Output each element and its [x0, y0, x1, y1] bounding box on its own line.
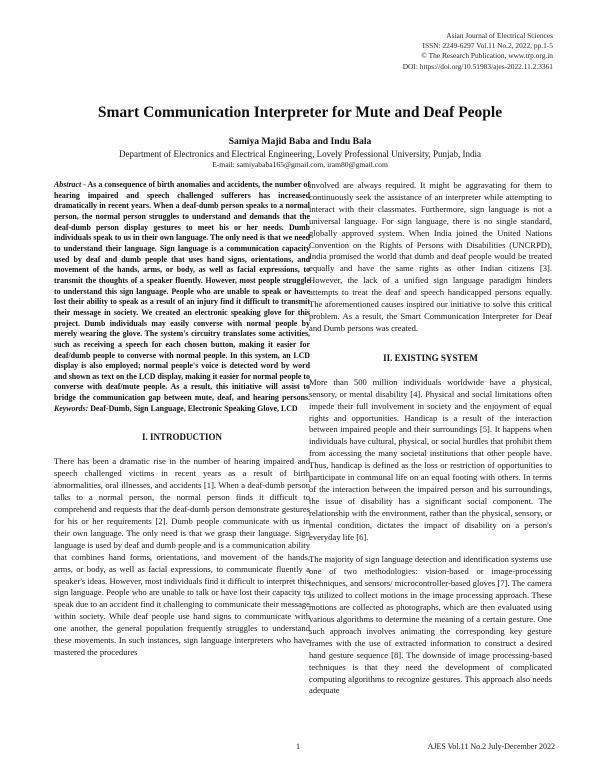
introduction-heading: I. INTRODUCTION — [141, 432, 222, 443]
paper-title: Smart Communication Interpreter for Mute and Deaf People — [97, 104, 503, 121]
author-email[interactable]: E-mail: samiyababa165@gmail.com, iram80@gmail.com — [212, 160, 388, 169]
keywords-label: Keywords: — [54, 403, 89, 413]
journal-name: Asian Journal of Electrical Sciences — [446, 31, 553, 40]
footer-journal-issue: AJES Vol.11 No.2 July-December 2022 — [427, 742, 555, 751]
abstract-label: Abstract - — [54, 180, 86, 189]
abstract-text: As a consequence of birth anomalies and accidents, the number of hearing impaired and speech challenged sufferers has increased dramatically in recent years. When a deaf-dumb person speaks to a normal person, the normal person struggles to understand and demands that the deaf-dumb person display gestures to meet his or her needs. Dumb individuals speak to us in their own language. The only need is that we need to understand their language. Sign language is a communication capacity used by deaf and dumb people that uses hand signs, orientations, and movement of the hands, arms, or body, as well as facial expressions, to transmit the thoughts of a speaker fluently. However, most people struggle to understand this sign language. People who are unable to speak or have lost their ability to speak as a result of an injury find it difficult to transmit their message in society. We created an electronic speaking glove for this project. Dumb individuals may easily converse with normal people by merely wearing the glove. The system's circuitry translates some activities, such as receiving a speech for each chosen button, making it easier for deaf/dumb people to converse with normal people. In this system, an LCD display is also employed; normal people's voice is detected word by word and shown as text on the LCD display, making it easier for normal people to converse with deaf/mute people. As a result, this initiative will assist to bridge the communication gap between mute, deaf, and hearing persons. — [54, 180, 310, 403]
existing-system-paragraph-2: The majority of sign language detection and identification systems use one of two methodologies: vision-based or image-processing techniques, and sensors/ microcontroller-based gloves [7]. The camera is utilized to collect motions in the image processing approach. These motions are collected as photographs, which are then evaluated using various algorithms to determine the meaning of a certain gesture. One such approach involves animating the corresponding key gesture frames with the use of extracted information to construct a desired hand gesture sequence [8]. The downside of image processing-based techniques is that they need the development of complicated computing algorithms to recognize gestures. This approach also needs adequate — [309, 554, 552, 696]
paper-authors: Samiya Majid Baba and Indu Bala — [228, 136, 372, 147]
journal-metadata — [403, 31, 553, 72]
right-column — [309, 180, 552, 697]
existing-system-paragraph-1: More than 500 million individuals worldwide have a physical, sensory, or mental disability [4]. Physical and social limitations often impede their full involvement in society and the enjoyment of equal rights and opportunities. Handicap is a result of the interaction between impaired people and their surroundings [5]. It happens when individuals have cultural, physical, or social hurdles that prohibit them from accessing the many societal institutions that other people have. Thus, handicap is defined as the loss or restriction of opportunities to participate in communal life on an equal footing with others. In terms of the interaction between the impaired person and his surroundings, the issue of disability has a significant social component. The relationship with the environment, rather than the physical, sensory, or mental condition, dictates the impact of disability on a person's everyday life [6]. — [309, 376, 552, 542]
doi-link[interactable]: DOI: https://doi.org/10.51983/ajes-2022.11.2.3361 — [402, 61, 553, 71]
keywords-text: Deaf-Dumb, Sign Language, Electronic Speaking Glove, LCD — [90, 403, 298, 413]
left-column — [54, 180, 310, 659]
existing-system-heading: II. EXISTING SYSTEM — [383, 352, 478, 363]
paragraph-spacer — [309, 543, 552, 554]
issn-line: ISSN: 2249-6297 Vol.11 No.2, 2022, pp.1-5 — [422, 41, 553, 51]
introduction-paragraph: There has been a dramatic rise in the number of hearing impaired and speech challenged victims in recent years as a result of birth abnormalities, oral illnesses, and accidents [1]. When a deaf-dumb person talks to a normal person, the normal person finds it difficult to comprehend and requests that the deaf-dumb person demonstrate gestures for his or her requirements [2]. Dumb people communicate with us in their own language. The only need is that we grasp their language. Sign language is used by deaf and dumb people and is a communication ability that combines hand forms, orientations, and movement of the hands, arms, or body, as well as facial expressions, to communicate fluently a speaker's ideas. However, most individuals find it difficult to interpret this sign language. People who are unable to talk or have lost their capacity to speak due to an accident find it challenging to communicate their message within society. While deaf people use hand signs to communicate with one another, the general population frequently struggles to understand these movements. In such instances, sign language interpreters who have mastered the procedures — [54, 456, 310, 657]
introduction-continued-paragraph: involved are always required. It might be aggravating for them to continuously seek the assistance of an interpreter while attempting to interact with their classmates. Furthermore, sign language is not a universal language. For sign language, there is no single standard, globally approved system. When India joined the United Nations Convention on the Rights of Persons with Disabilities (UNCRPD), India promised the world that dumb and deaf people would be treated equally and have the same rights as other Indian citizens [3]. However, the lack of a unified sign language paradigm hinders attempts to treat the deaf and speech handicapped persons equally. The aforementioned causes inspired our initiative to solve this critical problem. As a result, the Smart Communication Interpreter for Deaf and Dumb persons was created. — [309, 180, 552, 333]
abstract — [54, 180, 310, 414]
page-number: 1 — [296, 742, 300, 751]
publisher-line: © The Research Publication, www.trp.org.in — [421, 51, 553, 61]
author-affiliation: Department of Electronics and Electrical Engineering, Lovely Professional University, Punjab, India — [118, 149, 482, 159]
